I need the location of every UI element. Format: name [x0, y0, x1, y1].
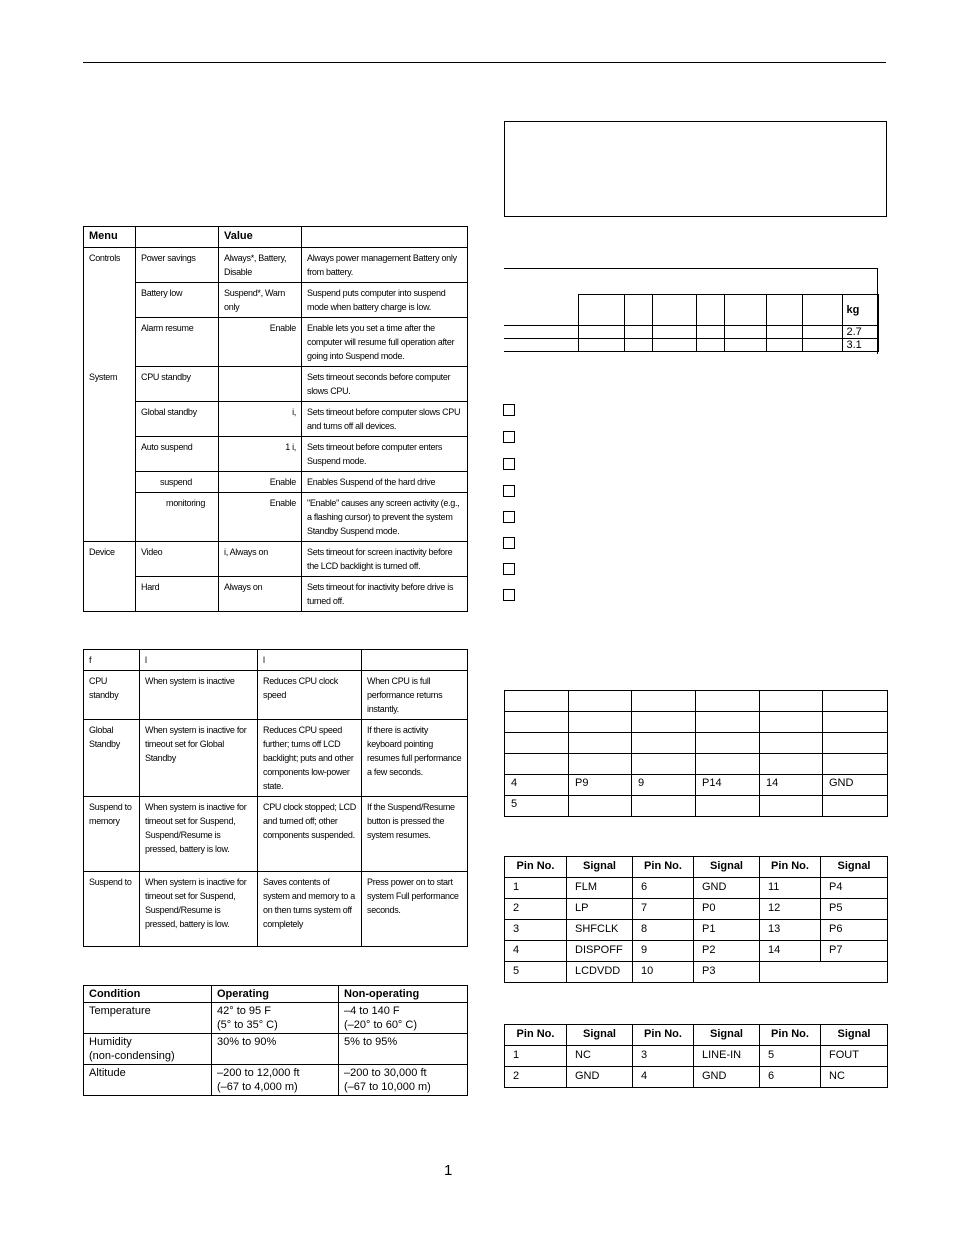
cell [505, 754, 569, 775]
cell [632, 754, 696, 775]
grid-cell [760, 796, 823, 817]
table-row [84, 248, 468, 283]
when-cell: When system is inactive for timeout set for Suspend, Suspend/Resume is pressed, battery is low. [140, 797, 258, 872]
section-cell [84, 472, 136, 493]
value-cell: i, Always on [219, 542, 302, 577]
header-cell [136, 227, 219, 248]
cell [504, 339, 578, 352]
cell [505, 691, 569, 712]
cell [652, 339, 696, 352]
pin-cell: 3 [505, 920, 567, 941]
cell [724, 339, 766, 352]
env-text: –200 to 12,000 ft (–67 to 4,000 m) [217, 1067, 300, 1093]
cell [632, 691, 696, 712]
table-row [505, 733, 888, 754]
value-cell: Enable [219, 493, 302, 542]
grid-cell [569, 796, 632, 817]
weight-table [504, 294, 879, 352]
pin-cell: 7 [633, 899, 694, 920]
when-cell: When system is inactive [140, 671, 258, 720]
pin-cell: 13 [760, 920, 821, 941]
table-row [84, 671, 468, 720]
cell [652, 295, 696, 326]
cell [696, 733, 760, 754]
lcd-pin-table [504, 856, 888, 983]
environment-table [83, 985, 468, 1096]
signal-cell: LINE-IN [694, 1046, 760, 1067]
pin-cell [760, 962, 888, 983]
header-cell: Pin No. [505, 1025, 567, 1046]
header-cell: Value [219, 227, 302, 248]
env-text: –200 to 30,000 ft (–67 to 10,000 m) [344, 1067, 431, 1093]
pin-cell: 12 [760, 899, 821, 920]
power-modes-table [83, 649, 468, 947]
table-row [505, 712, 888, 733]
pin-cell: 8 [633, 920, 694, 941]
cell [823, 712, 888, 733]
action-cell: Reduces CPU speed further; turns off LCD backlight; puts and other components low-power state. [258, 720, 362, 797]
table-row [505, 962, 888, 983]
cell [505, 712, 569, 733]
value-cell: Always*, Battery, Disable [219, 248, 302, 283]
cell [766, 326, 802, 339]
env-cell [339, 1034, 468, 1065]
signal-cell: P2 [694, 941, 760, 962]
cell [624, 339, 652, 352]
desc-cell: Sets timeout seconds before computer slows CPU. [302, 367, 468, 402]
desc-cell: Always power management Battery only from battery. [302, 248, 468, 283]
table-row [84, 720, 468, 797]
header-cell: Pin No. [633, 1025, 694, 1046]
cell [760, 712, 823, 733]
action-cell: Saves contents of system and memory to a on then turns system off completely [258, 872, 362, 947]
table-header-row [84, 650, 468, 671]
section-cell: Device [84, 542, 136, 577]
header-cell: Condition [84, 986, 212, 1003]
cell [696, 326, 724, 339]
resume-cell: If there is activity keyboard pointing resumes full performance a few seconds. [362, 720, 468, 797]
checkbox-bullet-icon [503, 589, 515, 601]
value-cell: i, [219, 402, 302, 437]
item-cell: Auto suspend [136, 437, 219, 472]
checkbox-bullet-icon [503, 431, 515, 443]
pin-cell: 1 [505, 1046, 567, 1067]
header-cell: Operating [212, 986, 339, 1003]
header-cell [302, 227, 468, 248]
pin-cell: 4 [633, 1067, 694, 1088]
header-cell: Signal [694, 857, 760, 878]
pin-cell: 10 [633, 962, 694, 983]
item-cell: Battery low [136, 283, 219, 318]
pin-cell: 9 [633, 941, 694, 962]
cell [823, 691, 888, 712]
cell [802, 339, 842, 352]
action-cell: Reduces CPU clock speed [258, 671, 362, 720]
cell [760, 733, 823, 754]
env-cell [339, 1003, 468, 1034]
section-cell [84, 318, 136, 367]
mode-cell: Suspend to memory [84, 797, 140, 872]
signal-cell: NC [821, 1067, 888, 1088]
table-row [505, 1046, 888, 1067]
table-row [505, 691, 888, 712]
grid-cell: P9 [569, 775, 632, 796]
cell [823, 733, 888, 754]
cell [652, 326, 696, 339]
table-row [505, 1067, 888, 1088]
cell [696, 754, 760, 775]
pin-cell: 2 [505, 1067, 567, 1088]
cell [504, 295, 578, 326]
table-row [505, 941, 888, 962]
table-header-row [84, 227, 468, 248]
cell [696, 339, 724, 352]
unit-cell: kg [842, 295, 878, 326]
table-header-row [505, 1025, 888, 1046]
table-row [504, 295, 878, 326]
header-cell: f [84, 650, 140, 671]
table-header-row [505, 857, 888, 878]
table-row [84, 472, 468, 493]
pin-cell: 11 [760, 878, 821, 899]
cell [569, 754, 632, 775]
section-cell [84, 283, 136, 318]
page-number: 1 [444, 1162, 453, 1179]
table-row [505, 796, 888, 817]
item-cell: Video [136, 542, 219, 577]
signal-cell: SHFCLK [567, 920, 633, 941]
cell [578, 339, 624, 352]
table-row [84, 367, 468, 402]
value-cell: 1 i, [219, 437, 302, 472]
checkbox-bullet-icon [503, 485, 515, 497]
grid-cell [823, 796, 888, 817]
when-cell: When system is inactive for timeout set for Suspend, Suspend/Resume is pressed, battery is low. [140, 872, 258, 947]
desc-cell: Sets timeout before computer enters Suspend mode. [302, 437, 468, 472]
table-row [84, 1034, 468, 1065]
cell [632, 733, 696, 754]
header-cell: Pin No. [505, 857, 567, 878]
section-cell: Controls [84, 248, 136, 283]
pin-cell: 3 [633, 1046, 694, 1067]
signal-cell: FLM [567, 878, 633, 899]
item-cell: Power savings [136, 248, 219, 283]
pin-cell: 14 [760, 941, 821, 962]
mode-cell: Global Standby [84, 720, 140, 797]
note-box [504, 121, 887, 217]
item-cell: Global standby [136, 402, 219, 437]
header-cell: l [140, 650, 258, 671]
signal-cell: FOUT [821, 1046, 888, 1067]
checkbox-bullet-icon [503, 458, 515, 470]
checkbox-bullet-icon [503, 511, 515, 523]
value-cell: Suspend*, Warn only [219, 283, 302, 318]
table-row [84, 437, 468, 472]
cell [624, 295, 652, 326]
signal-cell: GND [694, 1067, 760, 1088]
cell [724, 326, 766, 339]
signal-cell: GND [694, 878, 760, 899]
cell [696, 295, 724, 326]
cell [760, 691, 823, 712]
header-cell: l [258, 650, 362, 671]
header-cell: Non-operating [339, 986, 468, 1003]
signal-cell: GND [567, 1067, 633, 1088]
action-cell: CPU clock stopped; LCD and turned off; other components suspended. [258, 797, 362, 872]
section-cell [84, 577, 136, 612]
value-cell: Enable [219, 472, 302, 493]
env-text: 5% to 95% [344, 1036, 398, 1048]
env-cell [84, 1065, 212, 1096]
checkbox-bullet-icon [503, 404, 515, 416]
signal-cell: P0 [694, 899, 760, 920]
header-cell: Signal [821, 1025, 888, 1046]
weight-value: 2.7 [842, 326, 878, 339]
item-cell: suspend [136, 472, 219, 493]
cell [569, 712, 632, 733]
weight-value: 3.1 [842, 339, 878, 352]
grid-cell [632, 796, 696, 817]
header-cell: Pin No. [760, 857, 821, 878]
env-cell [212, 1065, 339, 1096]
header-cell: Signal [567, 857, 633, 878]
desc-cell: "Enable" causes any screen activity (e.g., a flashing cursor) to prevent the system Standby Suspend mode. [302, 493, 468, 542]
desc-cell: Sets timeout before computer slows CPU and turns off all devices. [302, 402, 468, 437]
signal-cell: P4 [821, 878, 888, 899]
desc-cell: Sets timeout for inactivity before drive is turned off. [302, 577, 468, 612]
pin-cell: 6 [760, 1067, 821, 1088]
checkbox-bullet-icon [503, 537, 515, 549]
value-cell [219, 367, 302, 402]
env-cell [212, 1034, 339, 1065]
table-row [504, 326, 878, 339]
cell [760, 754, 823, 775]
signal-cell: LCDVDD [567, 962, 633, 983]
cell [624, 326, 652, 339]
table-row [84, 402, 468, 437]
cell [578, 295, 624, 326]
signal-cell: P1 [694, 920, 760, 941]
pin-cell: 1 [505, 878, 567, 899]
env-text: 42° to 95 F (5° to 35° C) [217, 1005, 278, 1031]
cell [823, 754, 888, 775]
item-cell: Hard [136, 577, 219, 612]
resume-cell: If the Suspend/Resume button is pressed the system resumes. [362, 797, 468, 872]
signal-cell: P7 [821, 941, 888, 962]
cell [569, 733, 632, 754]
header-cell: Signal [567, 1025, 633, 1046]
when-cell: When system is inactive for timeout set for Global Standby [140, 720, 258, 797]
header-cell: Pin No. [633, 857, 694, 878]
desc-cell: Enable lets you set a time after the computer will resume full operation after going into Suspend mode. [302, 318, 468, 367]
table-row [505, 754, 888, 775]
table-row [84, 577, 468, 612]
env-text: Altitude [89, 1067, 126, 1079]
signal-cell: P5 [821, 899, 888, 920]
table-row [84, 1065, 468, 1096]
env-text: Humidity (non-condensing) [89, 1036, 175, 1062]
pin-cell: 4 [505, 941, 567, 962]
table-row [505, 920, 888, 941]
grid-cell: 5 [505, 796, 569, 817]
env-cell [212, 1003, 339, 1034]
connector-grid-table [504, 690, 888, 817]
grid-cell: GND [823, 775, 888, 796]
env-cell [84, 1034, 212, 1065]
header-rule [83, 62, 886, 63]
signal-cell: NC [567, 1046, 633, 1067]
item-cell: monitoring [136, 493, 219, 542]
resume-cell: Press power on to start system Full performance seconds. [362, 872, 468, 947]
cell [766, 295, 802, 326]
env-text: –4 to 140 F (–20° to 60° C) [344, 1005, 417, 1031]
env-cell [84, 1003, 212, 1034]
signal-cell: LP [567, 899, 633, 920]
mode-cell: CPU standby [84, 671, 140, 720]
env-text: Temperature [89, 1005, 151, 1017]
section-cell [84, 493, 136, 542]
cell [802, 295, 842, 326]
cell [578, 326, 624, 339]
table-row [84, 283, 468, 318]
table-row [84, 872, 468, 947]
table-row [84, 542, 468, 577]
cell [569, 691, 632, 712]
desc-cell: Sets timeout for screen inactivity before the LCD backlight is turned off. [302, 542, 468, 577]
table-row [84, 493, 468, 542]
header-cell: Signal [821, 857, 888, 878]
table-row [504, 339, 878, 352]
table-row [505, 899, 888, 920]
pin-cell: 5 [760, 1046, 821, 1067]
table-header-row [84, 986, 468, 1003]
item-cell: Alarm resume [136, 318, 219, 367]
pin-cell: 6 [633, 878, 694, 899]
table-row [84, 318, 468, 367]
section-cell [84, 437, 136, 472]
grid-cell: 4 [505, 775, 569, 796]
table-row [505, 878, 888, 899]
mode-cell: Suspend to [84, 872, 140, 947]
cell [696, 712, 760, 733]
table-row [505, 775, 888, 796]
table-row [84, 1003, 468, 1034]
resume-cell: When CPU is full performance returns instantly. [362, 671, 468, 720]
cell [766, 339, 802, 352]
pin-cell: 2 [505, 899, 567, 920]
cell [505, 733, 569, 754]
power-settings-table [83, 226, 468, 612]
header-cell: Menu [84, 227, 136, 248]
value-cell: Always on [219, 577, 302, 612]
value-cell: Enable [219, 318, 302, 367]
section-cell: System [84, 367, 136, 402]
desc-cell: Suspend puts computer into suspend mode when battery charge is low. [302, 283, 468, 318]
section-cell [84, 402, 136, 437]
env-cell [339, 1065, 468, 1096]
audio-pin-table [504, 1024, 888, 1088]
header-cell: Signal [694, 1025, 760, 1046]
cell [724, 295, 766, 326]
grid-cell: 9 [632, 775, 696, 796]
grid-cell [696, 796, 760, 817]
pin-cell: 5 [505, 962, 567, 983]
grid-cell: P14 [696, 775, 760, 796]
env-text: 30% to 90% [217, 1036, 277, 1048]
weight-table-topline [504, 268, 877, 269]
checkbox-bullet-icon [503, 563, 515, 575]
cell [632, 712, 696, 733]
cell [696, 691, 760, 712]
header-cell: Pin No. [760, 1025, 821, 1046]
desc-cell: Enables Suspend of the hard drive [302, 472, 468, 493]
cell [802, 326, 842, 339]
item-cell: CPU standby [136, 367, 219, 402]
cell [504, 326, 578, 339]
table-row [84, 797, 468, 872]
grid-cell: 14 [760, 775, 823, 796]
header-cell [362, 650, 468, 671]
signal-cell: P6 [821, 920, 888, 941]
signal-cell: P3 [694, 962, 760, 983]
signal-cell: DISPOFF [567, 941, 633, 962]
